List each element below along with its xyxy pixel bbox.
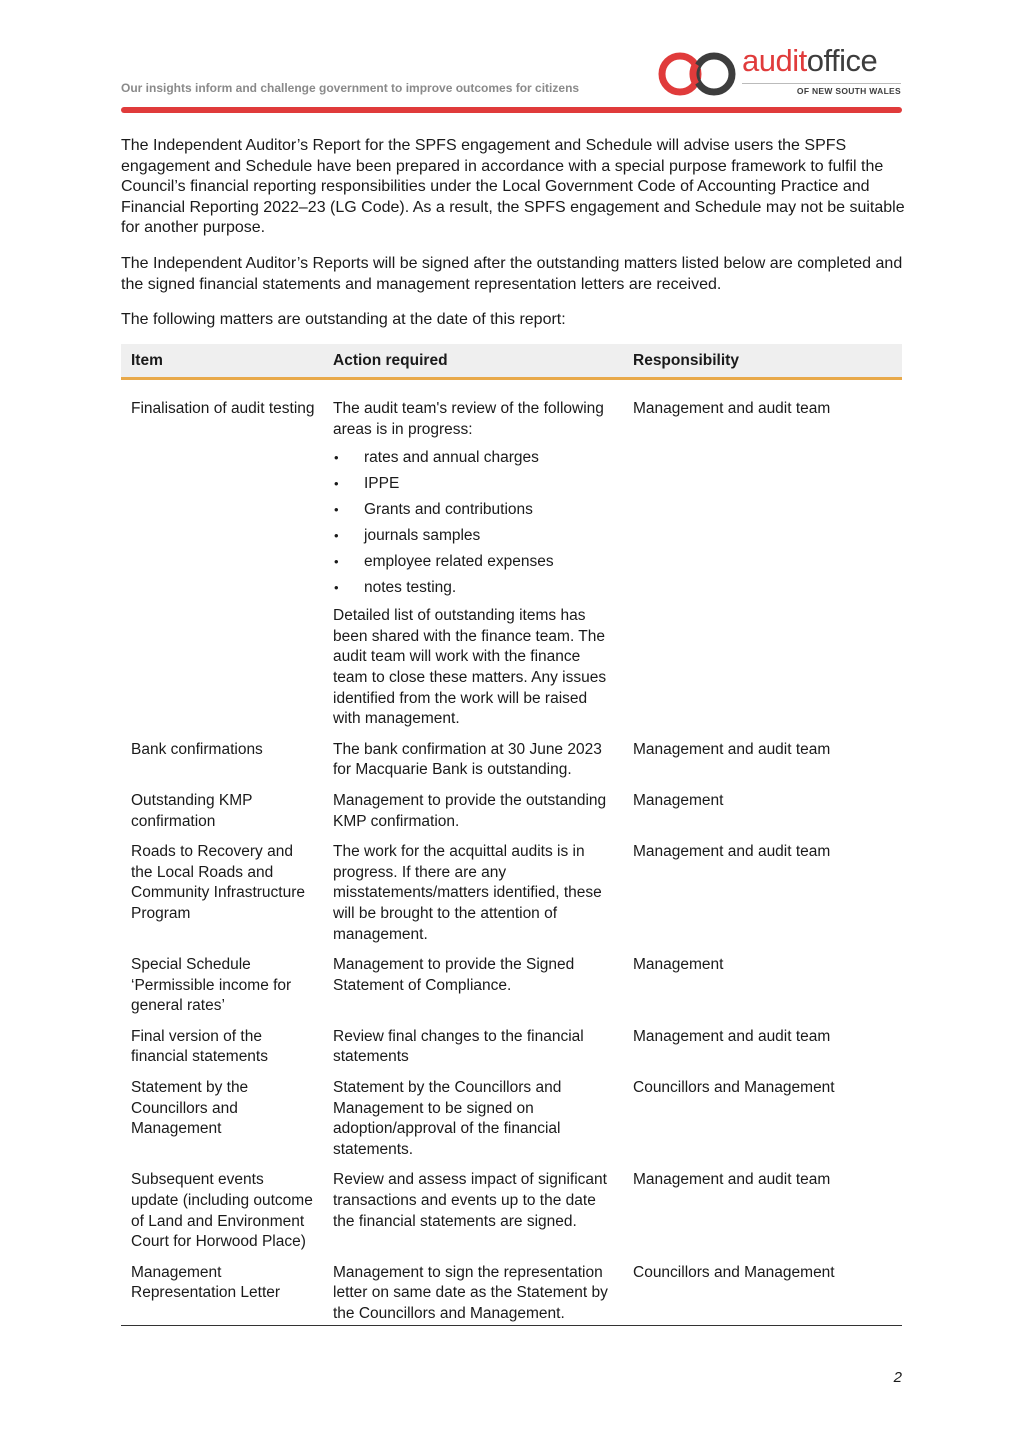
list-item: • employee related expenses <box>333 549 615 575</box>
intro-paragraph: The Independent Auditor’s Report for the SPFS engagement and Schedule will advise users the SPFS engagement and Schedule have been prepared in accordance with a special purpose framework to fulfil the Council’s financial reporting responsibilities under the Local Government Code of Accounting Practice and Financial Reporting 2022–23 (LG Code). As a result, the SPFS engagement and Schedule may not be suitable for another purpose. <box>121 137 905 237</box>
row-responsibility: Councillors and Management <box>633 1263 835 1281</box>
table-row <box>121 1263 902 1335</box>
row-item: Final version of the financial statements <box>131 1027 268 1066</box>
list-item: • IPPE <box>333 471 615 497</box>
outstanding-lead-paragraph: The following matters are outstanding at the date of this report: <box>121 311 566 328</box>
header-item: Item <box>131 352 163 369</box>
signing-paragraph: The Independent Auditor’s Reports will be signed after the outstanding matters listed below are completed and the signed financial statements and management representation letters are received. <box>121 255 903 293</box>
logo-wordmark <box>742 44 877 78</box>
header-responsibility: Responsibility <box>633 352 739 369</box>
row-action: Review and assess impact of significant transactions and events up to the date the financial statements are signed. <box>333 1171 607 1230</box>
action-followup-text: Detailed list of outstanding items has been shared with the finance team. The audit team will work with the finance team to close these matters. Any issues identified from the work will be raised with management. <box>333 607 607 728</box>
row-responsibility: Management and audit team <box>633 400 831 417</box>
list-item: • Grants and contributions <box>333 497 615 523</box>
row-action: The work for the acquittal audits is in progress. If there are any misstatements/matters identified, these will be brought to the attention of management. <box>333 843 602 943</box>
header-action-required: Action required <box>333 352 448 369</box>
row-action: Statement by the Councillors and Management to be signed on adoption/approval of the financial statements. <box>333 1079 562 1158</box>
row-responsibility: Management <box>633 956 724 974</box>
audit-office-logo <box>656 43 906 102</box>
row-responsibility: Management and audit team <box>633 740 831 758</box>
table-row <box>121 1078 902 1170</box>
row-item: Bank confirmations <box>131 740 263 758</box>
row-responsibility: Councillors and Management <box>633 1079 835 1097</box>
row-item: Outstanding KMP confirmation <box>131 791 253 830</box>
row-action: Management to sign the representation letter on same date as the Statement by the Councillors and Management. <box>333 1263 608 1322</box>
logo-subtitle: OF NEW SOUTH WALES <box>742 83 901 96</box>
list-item: • notes testing. <box>333 575 615 601</box>
table-row <box>121 955 902 1027</box>
row-action: The bank confirmation at 30 June 2023 for Macquarie Bank is outstanding. <box>333 740 602 779</box>
row-item: Statement by the Councillors and Management <box>131 1079 249 1138</box>
header-divider <box>121 107 902 113</box>
outstanding-matters-table <box>121 344 902 1335</box>
logo-word-audit: audit <box>742 43 807 78</box>
table-row <box>121 842 902 955</box>
list-item: • rates and annual charges <box>333 445 615 471</box>
list-item: • journals samples <box>333 523 615 549</box>
row-responsibility: Management and audit team <box>633 1027 831 1045</box>
row-action: Review final changes to the financial statements <box>333 1027 584 1066</box>
row-item: Finalisation of audit testing <box>131 400 315 417</box>
row-action <box>323 399 623 730</box>
table-row <box>121 1027 902 1078</box>
row-item: Roads to Recovery and the Local Roads and Community Infrastructure Program <box>131 843 305 922</box>
row-responsibility: Management <box>633 791 724 809</box>
header-tagline: Our insights inform and challenge government to improve outcomes for citizens <box>121 81 580 95</box>
row-responsibility: Management and audit team <box>633 843 831 861</box>
row-action: Management to provide the Signed Statement of Compliance. <box>333 956 575 994</box>
row-responsibility: Management and audit team <box>633 1171 831 1189</box>
table-row <box>121 399 902 740</box>
table-row <box>121 1170 902 1262</box>
row-item: Management Representation Letter <box>131 1263 281 1302</box>
row-action: Management to provide the outstanding KMP confirmation. <box>333 791 607 830</box>
row-item: Subsequent events update (including outcome of Land and Environment Court for Horwood Place) <box>131 1171 313 1251</box>
table-row <box>121 791 902 842</box>
table-body <box>121 380 902 1335</box>
review-areas-list <box>333 445 615 601</box>
table-header <box>121 344 902 380</box>
table-bottom-rule <box>121 1325 902 1326</box>
logo-word-office: office <box>806 43 878 78</box>
logo-rings-icon <box>656 50 740 100</box>
row-item: Special Schedule ‘Permissible income for general rates’ <box>131 956 292 1015</box>
action-text: The audit team's review of the following areas is in progress: <box>333 400 604 438</box>
page-number: 2 <box>893 1369 902 1386</box>
table-row <box>121 740 902 791</box>
